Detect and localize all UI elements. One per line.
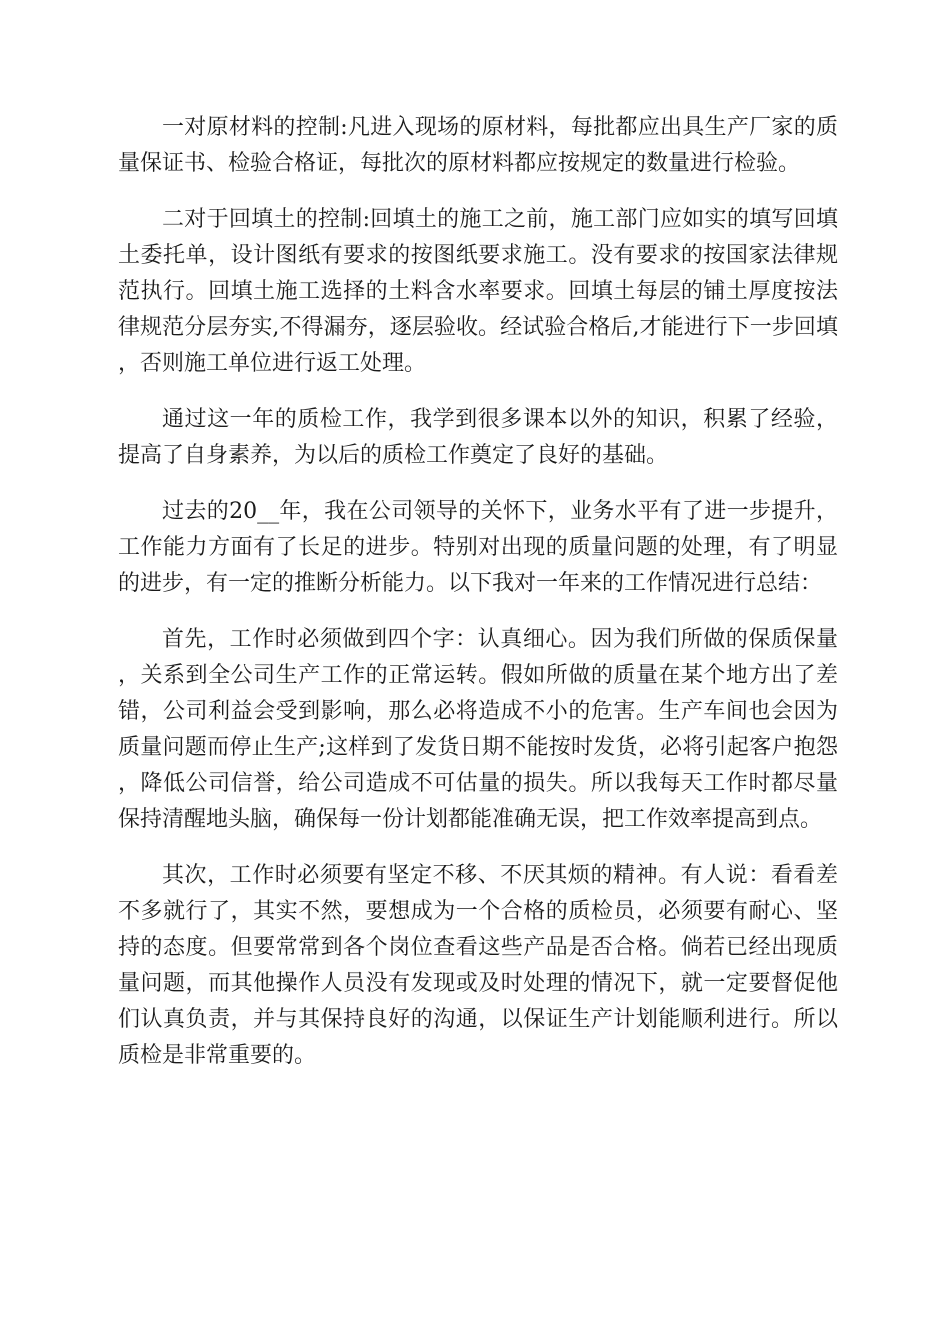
paragraph-past-year: 过去的20__年，我在公司领导的关怀下，业务水平有了进一步提升，工作能力方面有了长足的进步。特别对出现的质量问题的处理，有了明显的进步，有一定的推断分析能力。以下我对一年来的工作情况进行总结： [118,499,838,596]
paragraph-year-summary: 通过这一年的质检工作，我学到很多课本以外的知识，积累了经验，提高了自身素养，为以后的质检工作奠定了良好的基础。 [118,407,838,468]
paragraph-second-point: 其次，工作时必须要有坚定不移、不厌其烦的精神。有人说：看看差不多就行了，其实不然，要想成为一个合格的质检员，必须要有耐心、坚持的态度。但要常常到各个岗位查看这些产品是否合格。倘若已经出现质量问题，而其他操作人员没有发现或及时处理的情况下，就一定要督促他们认真负责，并与其保持良好的沟通，以保证生产计划能顺利进行。所以质检是非常重要的。 [118,863,838,1068]
document-body [118,110,838,1094]
paragraph-raw-material-control: 一对原材料的控制:凡进入现场的原材料，每批都应出具生产厂家的质量保证书、检验合格证，每批次的原材料都应按规定的数量进行检验。 [118,115,838,176]
paragraph-backfill-control: 二对于回填土的控制:回填土的施工之前，施工部门应如实的填写回填土委托单，设计图纸有要求的按图纸要求施工。没有要求的按国家法律规范执行。回填土施工选择的土料含水率要求。回填土每层的铺土厚度按法律规范分层夯实,不得漏夯，逐层验收。经试验合格后,才能进行下一步回填，否则施工单位进行返工处理。 [118,207,838,376]
paragraph-first-point: 首先，工作时必须做到四个字：认真细心。因为我们所做的保质保量，关系到全公司生产工作的正常运转。假如所做的质量在某个地方出了差错，公司利益会受到影响，那么必将造成不小的危害。生产车间也会因为质量问题而停止生产;这样到了发货日期不能按时发货，必将引起客户抱怨，降低公司信誉，给公司造成不可估量的损失。所以我每天工作时都尽量保持清醒地头脑，确保每一份计划都能准确无误，把工作效率提高到点。 [118,627,838,832]
